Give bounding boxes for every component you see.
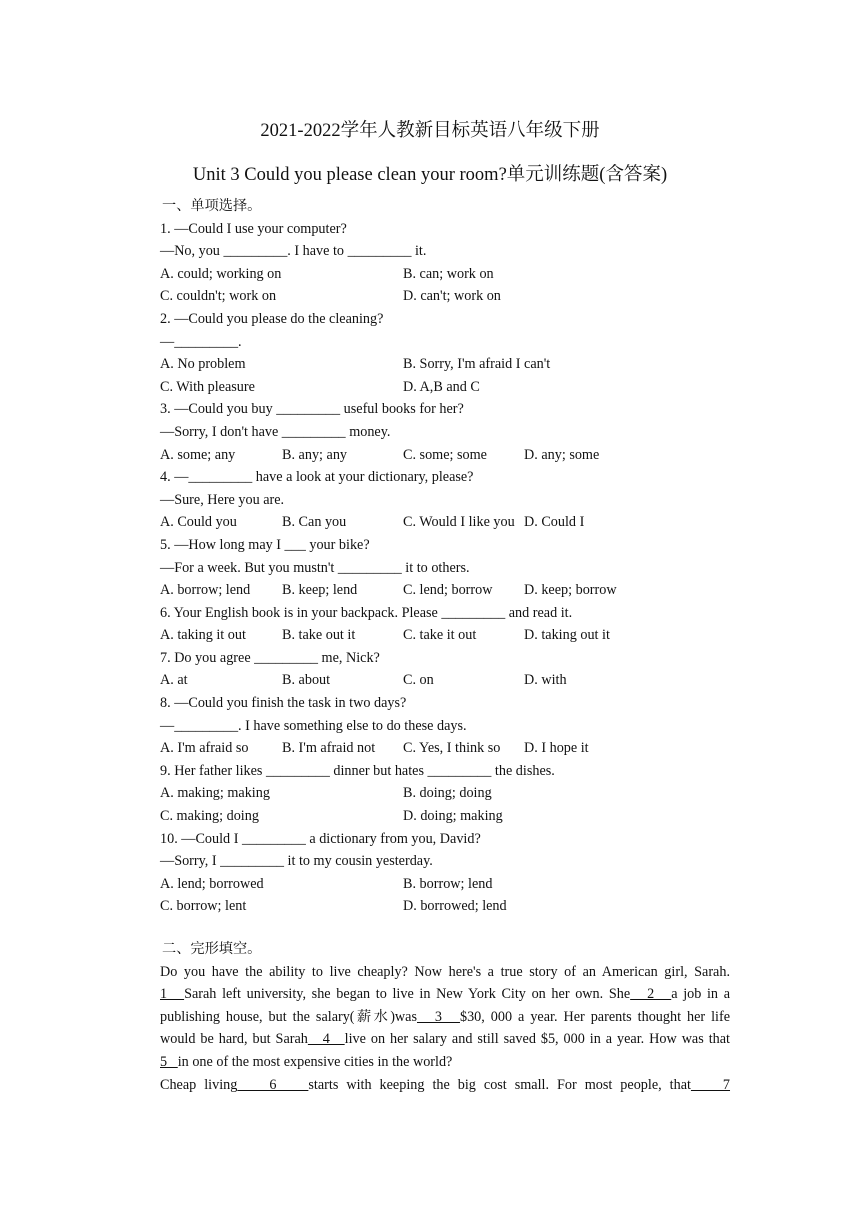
answer-option: B. Can you	[282, 514, 347, 531]
answer-option: B. take out it	[282, 627, 356, 644]
answer-option: A. lend; borrowed	[160, 875, 264, 892]
question-stem: 5. —How long may I ___ your bike?	[160, 536, 370, 553]
document-subtitle: Unit 3 Could you please clean your room?单元训练题(含答案)	[192, 165, 668, 185]
answer-option: D. doing; making	[403, 808, 503, 825]
answer-option: D. any; some	[524, 446, 600, 463]
question-stem: 6. Your English book is in your backpack. Please _________ and read it.	[160, 604, 573, 621]
options-row	[160, 624, 730, 647]
answer-option: C. lend; borrow	[403, 582, 493, 599]
options-row	[160, 285, 730, 308]
answer-option: D. A,B and C	[403, 378, 480, 395]
document-title: 2021-2022学年人教新目标英语八年级下册	[260, 121, 600, 141]
section-heading-cloze: 二、完形填空。	[162, 941, 262, 957]
answer-option: D. taking out it	[524, 627, 610, 644]
passage-line: Cheap living 6 starts with keeping the big cost small. For most people, that 7	[160, 1076, 731, 1093]
passage-line: 5 in one of the most expensive cities in the world?	[160, 1053, 453, 1070]
answer-option: C. Yes, I think so	[403, 740, 501, 757]
answer-option: D. Could I	[524, 514, 585, 531]
answer-option: A. could; working on	[160, 265, 282, 282]
question-stem: 2. —Could you please do the cleaning?	[160, 310, 384, 327]
answer-option: B. can; work on	[403, 265, 494, 282]
question-response: —_________.	[160, 333, 242, 350]
answer-option: C. some; some	[403, 446, 487, 463]
answer-option: C. making; doing	[160, 808, 259, 825]
answer-option: C. Would I like you	[403, 514, 515, 531]
answer-option: D. with	[524, 672, 567, 689]
answer-option: D. borrowed; lend	[403, 898, 507, 915]
answer-option: A. I'm afraid so	[160, 740, 249, 757]
options-row	[160, 805, 730, 828]
question-response: —Sorry, I don't have _________ money.	[160, 423, 391, 440]
options-row	[160, 263, 730, 286]
question-stem: 7. Do you agree _________ me, Nick?	[160, 649, 380, 666]
answer-option: B. keep; lend	[282, 582, 358, 599]
answer-option: B. borrow; lend	[403, 875, 493, 892]
answer-option: D. I hope it	[524, 740, 589, 757]
question-response: —_________. I have something else to do these days.	[160, 717, 467, 734]
answer-option: A. Could you	[160, 514, 237, 531]
question-stem: 1. —Could I use your computer?	[160, 220, 347, 237]
answer-option: B. any; any	[282, 446, 348, 463]
answer-option: B. I'm afraid not	[282, 740, 376, 757]
answer-option: A. No problem	[160, 356, 246, 373]
options-row	[160, 669, 730, 692]
answer-option: B. about	[282, 672, 331, 689]
answer-option: B. doing; doing	[403, 785, 492, 802]
answer-option: D. keep; borrow	[524, 582, 617, 599]
options-row	[160, 737, 730, 760]
answer-option: D. can't; work on	[403, 288, 501, 305]
question-response: —No, you _________. I have to _________ it.	[160, 243, 427, 260]
options-row	[160, 782, 730, 805]
question-stem: 3. —Could you buy _________ useful books for her?	[160, 401, 464, 418]
question-stem: 9. Her father likes _________ dinner but hates _________ the dishes.	[160, 762, 555, 779]
answer-option: B. Sorry, I'm afraid I can't	[403, 356, 551, 373]
passage-line: would be hard, but Sarah 4 live on her salary and still saved $5, 000 in a year. How was that	[160, 1031, 730, 1048]
passage-line: 1 Sarah left university, she began to live in New York City on her own. She 2 a job in a	[160, 986, 730, 1003]
question-stem: 10. —Could I _________ a dictionary from you, David?	[160, 830, 481, 847]
answer-option: A. borrow; lend	[160, 582, 251, 599]
answer-option: A. taking it out	[160, 627, 246, 644]
options-row	[160, 873, 730, 896]
options-row	[160, 579, 730, 602]
options-row	[160, 444, 730, 467]
passage-line: publishing house, but the salary(薪水)was 3 $30, 000 a year. Her parents thought her life	[160, 1008, 730, 1025]
answer-option: C. on	[403, 672, 434, 689]
question-response: —For a week. But you mustn't _________ it to others.	[160, 559, 470, 576]
cloze-passage	[160, 961, 730, 1097]
options-row	[160, 353, 730, 376]
answer-option: C. take it out	[403, 627, 477, 644]
answer-option: C. With pleasure	[160, 378, 255, 395]
document-content	[160, 195, 730, 1096]
question-list	[160, 218, 730, 918]
question-response: —Sorry, I _________ it to my cousin yesterday.	[160, 853, 433, 870]
answer-option: C. borrow; lent	[160, 898, 247, 915]
section-heading-choice: 一、单项选择。	[162, 198, 262, 214]
question-response: —Sure, Here you are.	[160, 491, 285, 508]
options-row	[160, 895, 730, 918]
options-row	[160, 511, 730, 534]
answer-option: A. at	[160, 672, 188, 689]
question-stem: 4. —_________ have a look at your dictionary, please?	[160, 469, 474, 486]
question-stem: 8. —Could you finish the task in two days?	[160, 695, 407, 712]
options-row	[160, 376, 730, 399]
answer-option: A. making; making	[160, 785, 270, 802]
answer-option: A. some; any	[160, 446, 236, 463]
answer-option: C. couldn't; work on	[160, 288, 277, 305]
passage-line: Do you have the ability to live cheaply? Now here's a true story of an American girl, Sarah.	[160, 963, 730, 980]
